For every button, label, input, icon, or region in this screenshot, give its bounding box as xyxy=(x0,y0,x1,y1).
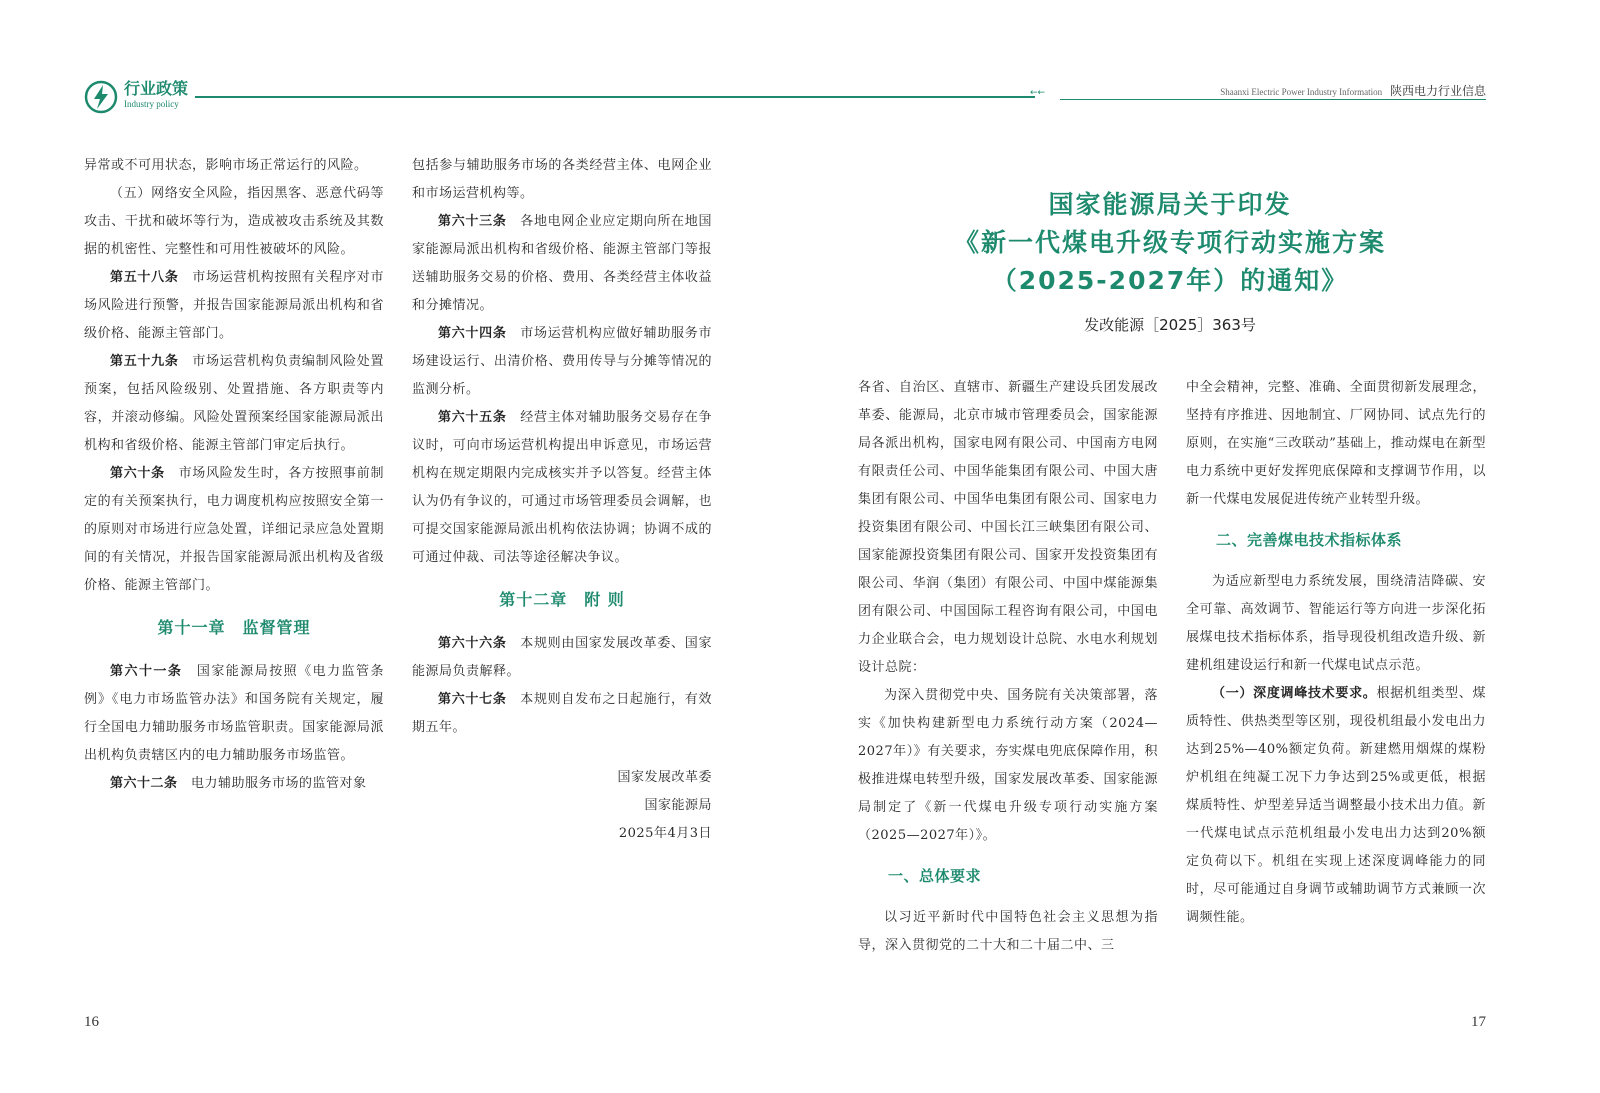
signature-date: 2025年4月3日 xyxy=(618,826,712,841)
subsection-label: （一）深度调峰技术要求。 xyxy=(1212,686,1377,701)
article-65 xyxy=(412,404,712,572)
paragraph: （五）网络安全风险，指因黑客、恶意代码等攻击、干扰和破坏等行为，造成被攻击系统及其数据的机密性、完整性和可用性被破坏的风险。 xyxy=(84,186,384,257)
right-page-column-1 xyxy=(858,374,1158,960)
signatory: 国家发展改革委 xyxy=(617,770,712,785)
article-63 xyxy=(412,208,712,320)
article-59 xyxy=(84,348,384,460)
paragraph: 以习近平新时代中国特色社会主义思想为指导，深入贯彻党的二十大和二十届二中、三 xyxy=(858,910,1158,953)
page-number-left: 16 xyxy=(84,1014,99,1030)
article-label: 第六十四条 xyxy=(438,326,507,341)
article-label: 第六十条 xyxy=(110,466,165,481)
paragraph: 为适应新型电力系统发展，围绕清洁降碳、安全可靠、高效调节、智能运行等方向进一步深化拓展煤电技术指标体系，指导现役机组改造升级、新建机组建设运行和新一代煤电试点示范。 xyxy=(1186,574,1486,673)
recipients: 各省、自治区、直辖市、新疆生产建设兵团发展改革委、能源局，北京市城市管理委员会，国家能源局各派出机构，国家电网有限公司、中国南方电网有限责任公司、中国华能集团有限公司、中国大唐集团有限公司、中国华电集团有限公司、国家电力投资集团有限公司、中国长江三峡集团有限公司、国家能源投资集团有限公司、国家开发投资集团有限公司、华润（集团）有限公司、中国中煤能源集团有限公司、中国国际工程咨询有限公司，中国电力企业联合会，电力规划设计总院、水电水利规划设计总院： xyxy=(858,380,1158,675)
magazine-name-cn: 陕西电力行业信息 xyxy=(1389,84,1486,98)
title-line: （2025-2027年）的通知》 xyxy=(991,266,1349,295)
article-64 xyxy=(412,320,712,404)
paragraph xyxy=(1186,680,1486,932)
title-line: 《新一代煤电升级专项行动实施方案 xyxy=(953,228,1386,257)
signatory: 国家能源局 xyxy=(644,798,712,813)
article-text: 电力辅助服务市场的监管对象 xyxy=(191,776,367,791)
section-heading: 一、总体要求 xyxy=(888,867,982,885)
paragraph: 中全会精神，完整、准确、全面贯彻新发展理念，坚持有序推进、因地制宜、厂网协同、试点先行的原则，在实施“三改联动”基础上，推动煤电在新型电力系统中更好发挥兜底保障和支撑调节作用，以新一代煤电发展促进传统产业转型升级。 xyxy=(1186,380,1486,507)
title-line: 国家能源局关于印发 xyxy=(1048,190,1292,219)
article-67 xyxy=(412,686,712,742)
magazine-name xyxy=(1220,82,1486,99)
article-62 xyxy=(84,770,384,798)
subsection-text: 根据机组类型、煤质特性、供热类型等区别，现役机组最小发电出力达到25%—40%额定负荷。新建燃用烟煤的煤粉炉机组在纯凝工况下力争达到25%或更低，根据煤质特性、炉型差异适当调整最小技术出力值。新一代煤电试点示范机组最小发电出力达到20%额定负荷以下。机组在实现上述深度调峰能力的同时，尽可能通过自身调节或辅助调节方式兼顾一次调频性能。 xyxy=(1186,686,1486,925)
article-text: 经营主体对辅助服务交易存在争议时，可向市场运营机构提出申诉意见，市场运营机构在规定期限内完成核实并予以答复。经营主体认为仍有争议的，可通过市场管理委员会调解，也可提交国家能源局派出机构依法协调；协调不成的可通过仲裁、司法等途径解决争议。 xyxy=(412,410,712,565)
magazine-name-en: Shaanxi Electric Power Industry Information xyxy=(1220,87,1383,97)
left-page-column-2 xyxy=(412,152,712,848)
article-label: 第六十六条 xyxy=(438,636,507,651)
article-text: 市场运营机构应做好辅助服务市场建设运行、出清价格、费用传导与分摊等情况的监测分析。 xyxy=(412,326,712,397)
article-60 xyxy=(84,460,384,600)
article-61 xyxy=(84,658,384,770)
article-label: 第五十九条 xyxy=(110,354,179,369)
header-rule-left xyxy=(195,96,1035,98)
article-text: 国家能源局按照《电力监管条例》《电力市场监管办法》和国务院有关规定，履行全国电力辅助服务市场监管职责。国家能源局派出机构负责辖区内的电力辅助服务市场监管。 xyxy=(84,664,384,763)
article-label: 第六十三条 xyxy=(438,214,507,229)
article-label: 第六十五条 xyxy=(438,410,507,425)
article-66 xyxy=(412,630,712,686)
article-text: 本规则由国家发展改革委、国家能源局负责解释。 xyxy=(412,636,712,679)
article-text: 市场风险发生时，各方按照事前制定的有关预案执行，电力调度机构应按照安全第一的原则对市场进行应急处置，详细记录应急处置期间的有关情况，并报告国家能源局派出机构及省级价格、能源主管部门。 xyxy=(84,466,384,593)
paragraph: 为深入贯彻党中央、国务院有关决策部署，落实《加快构建新型电力系统行动方案（2024—2027年）》有关要求，夯实煤电兜底保障作用，积极推进煤电转型升级，国家发展改革委、国家能源局制定了《新一代煤电升级专项行动实施方案（2025—2027年）》。 xyxy=(858,688,1158,843)
arrows-icon: ←← xyxy=(1030,88,1046,98)
article-58 xyxy=(84,264,384,348)
right-page-column-2 xyxy=(1186,374,1486,932)
article-label: 第六十七条 xyxy=(438,692,507,707)
section-subtitle: Industry policy xyxy=(124,99,179,109)
article-label: 第六十一条 xyxy=(110,664,183,679)
document-number: 发改能源［2025］363号 xyxy=(1084,316,1256,334)
chapter-heading: 第十二章 附 则 xyxy=(499,590,625,609)
article-text: 本规则自发布之日起施行，有效期五年。 xyxy=(412,692,712,735)
article-text: 各地电网企业应定期向所在地国家能源局派出机构和省级价格、能源主管部门等报送辅助服务交易的价格、费用、各类经营主体收益和分摊情况。 xyxy=(412,214,712,313)
section-title: 行业政策 xyxy=(124,79,189,98)
article-label: 第六十二条 xyxy=(110,776,178,791)
section-heading: 二、完善煤电技术指标体系 xyxy=(1216,531,1403,549)
article-label: 第五十八条 xyxy=(110,270,179,285)
chapter-heading: 第十一章 监督管理 xyxy=(157,618,311,637)
paragraph: 包括参与辅助服务市场的各类经营主体、电网企业和市场运营机构等。 xyxy=(412,158,712,201)
article-title xyxy=(900,186,1440,300)
article-text: 市场运营机构负责编制风险处置预案，包括风险级别、处置措施、各方职责等内容，并滚动修编。风险处置预案经国家能源局派出机构和省级价格、能源主管部门审定后执行。 xyxy=(84,354,384,453)
lightning-bolt-icon xyxy=(84,80,118,114)
header-rule-right xyxy=(1060,99,1486,100)
left-page-column-1 xyxy=(84,152,384,798)
signature-block xyxy=(412,764,712,848)
paragraph: 异常或不可用状态，影响市场正常运行的风险。 xyxy=(84,158,368,173)
page-number-right: 17 xyxy=(1471,1014,1486,1030)
article-text: 市场运营机构按照有关程序对市场风险进行预警，并报告国家能源局派出机构和省级价格、能源主管部门。 xyxy=(84,270,384,341)
